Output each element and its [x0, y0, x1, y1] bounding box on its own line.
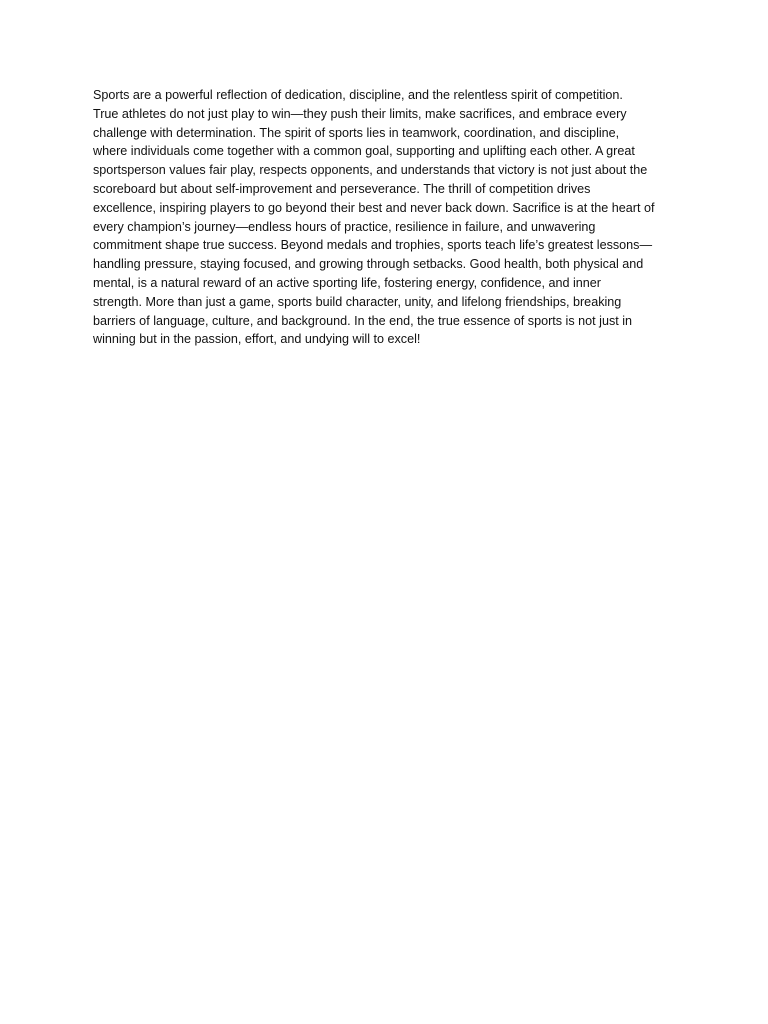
- paragraph-line: where individuals come together with a common goal, supporting and uplifting each other. A great: [93, 144, 635, 159]
- body-paragraph: [93, 86, 683, 349]
- paragraph-line: challenge with determination. The spirit of sports lies in teamwork, coordination, and discipline,: [93, 125, 620, 140]
- paragraph-line: sportsperson values fair play, respects opponents, and understands that victory is not just about the: [93, 163, 648, 178]
- paragraph-line: barriers of language, culture, and background. In the end, the true essence of sports is not just in: [93, 313, 633, 328]
- paragraph-line: mental, is a natural reward of an active sporting life, fostering energy, confidence, and inner: [93, 275, 601, 290]
- paragraph-line: scoreboard but about self-improvement and perseverance. The thrill of competition drives: [93, 181, 591, 196]
- paragraph-line: commitment shape true success. Beyond medals and trophies, sports teach life’s greatest lessons—: [93, 238, 653, 253]
- paragraph-line: every champion’s journey—endless hours of practice, resilience in failure, and unwavering: [93, 219, 596, 234]
- paragraph-line: excellence, inspiring players to go beyond their best and never back down. Sacrifice is at the heart of: [93, 200, 655, 215]
- paragraph-line: True athletes do not just play to win—they push their limits, make sacrifices, and embrace every: [93, 106, 627, 121]
- paragraph-line: strength. More than just a game, sports build character, unity, and lifelong friendships, breaking: [93, 294, 622, 309]
- paragraph-line: handling pressure, staying focused, and growing through setbacks. Good health, both physical and: [93, 257, 644, 272]
- paragraph-line: Sports are a powerful reflection of dedication, discipline, and the relentless spirit of competition.: [93, 88, 623, 102]
- paragraph-line: winning but in the passion, effort, and undying will to excel!: [93, 332, 421, 347]
